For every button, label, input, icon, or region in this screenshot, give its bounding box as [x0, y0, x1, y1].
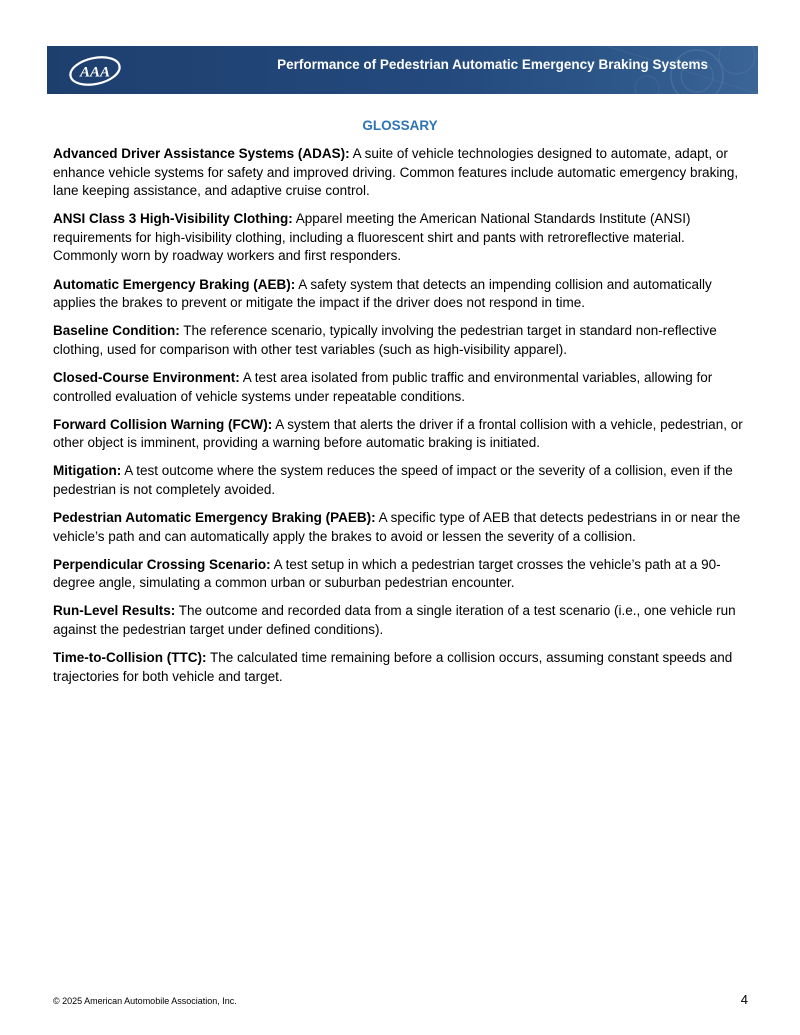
- glossary-term: Forward Collision Warning (FCW):: [53, 416, 273, 432]
- header-banner: [47, 46, 758, 94]
- glossary-term: Automatic Emergency Braking (AEB):: [53, 276, 296, 292]
- glossary-term: Mitigation:: [53, 463, 122, 479]
- glossary-heading: GLOSSARY: [362, 118, 438, 133]
- logo-text: AAA: [79, 64, 111, 81]
- glossary-entry-fcw: [53, 416, 753, 453]
- glossary-entry-paeb: [53, 509, 753, 546]
- glossary-entry-ansi-class-3: [53, 210, 753, 266]
- aaa-logo: [67, 54, 123, 88]
- glossary-term: Time-to-Collision (TTC):: [53, 650, 207, 666]
- glossary-entry-mitigation: [53, 462, 753, 499]
- header-title: Performance of Pedestrian Automatic Emergency Braking Systems: [277, 57, 708, 72]
- glossary-entry-perpendicular-crossing: [53, 556, 753, 593]
- glossary-entry-run-level-results: [53, 602, 753, 639]
- glossary-definition: Apparel meeting the American National Standards Institute (ANSI) requirements for high-visibility clothing, including a fluorescent shirt and pants with retroreflective material. Commonly worn by roadway workers and first responders.: [53, 211, 691, 264]
- glossary-definition: A system that alerts the driver if a frontal collision with a vehicle, pedestrian, or other object is imminent, providing a warning before automatic braking is initiated.: [53, 416, 743, 451]
- glossary-definition: The reference scenario, typically involving the pedestrian target in standard non-reflective clothing, used for comparison with other test variables (such as high-visibility apparel).: [53, 323, 717, 357]
- glossary-definition: A safety system that detects an impending collision and automatically applies the brakes to prevent or mitigate the impact if the driver does not respond in time.: [53, 276, 712, 311]
- glossary-definition: A suite of vehicle technologies designed to automate, adapt, or enhance vehicle systems for safety and improved driving. Common features include automatic emergency braking, lane keeping assistance, and adaptive cruise control.: [53, 146, 739, 199]
- glossary-entry-closed-course: [53, 369, 753, 406]
- glossary-term: ANSI Class 3 High-Visibility Clothing:: [53, 211, 293, 227]
- footer-copyright: © 2025 American Automobile Association, Inc.: [53, 996, 237, 1006]
- glossary-list: [53, 145, 753, 696]
- glossary-definition: A specific type of AEB that detects pedestrians in or near the vehicle’s path and can automatically apply the brakes to avoid or lessen the severity of a collision.: [53, 510, 741, 544]
- glossary-entry-baseline-condition: [53, 322, 753, 359]
- page-number: 4: [740, 992, 748, 1007]
- glossary-term: Baseline Condition:: [53, 323, 180, 339]
- glossary-definition: A test area isolated from public traffic and environmental variables, allowing for controlled evaluation of vehicle systems under repeatable conditions.: [53, 369, 713, 404]
- glossary-term: Pedestrian Automatic Emergency Braking (PAEB):: [53, 510, 376, 525]
- glossary-definition: A test setup in which a pedestrian target crosses the vehicle’s path at a 90-degree angle, simulating a common urban or suburban pedestrian encounter.: [53, 556, 721, 591]
- glossary-term: Run-Level Results:: [53, 603, 176, 619]
- glossary-definition: The calculated time remaining before a collision occurs, assuming constant speeds and trajectories for both vehicle and target.: [53, 650, 733, 684]
- glossary-term: Perpendicular Crossing Scenario:: [53, 556, 271, 572]
- glossary-term: Closed-Course Environment:: [53, 369, 240, 385]
- glossary-definition: A test outcome where the system reduces the speed of impact or the severity of a collision, even if the pedestrian is not completely avoided.: [53, 463, 733, 497]
- glossary-term: Advanced Driver Assistance Systems (ADAS):: [53, 146, 350, 161]
- glossary-definition: The outcome and recorded data from a single iteration of a test scenario (i.e., one vehicle run against the pedestrian target under defined conditions).: [53, 603, 736, 637]
- glossary-entry-ttc: [53, 649, 753, 686]
- glossary-entry-aeb: [53, 276, 753, 313]
- glossary-entry-adas: [53, 145, 753, 201]
